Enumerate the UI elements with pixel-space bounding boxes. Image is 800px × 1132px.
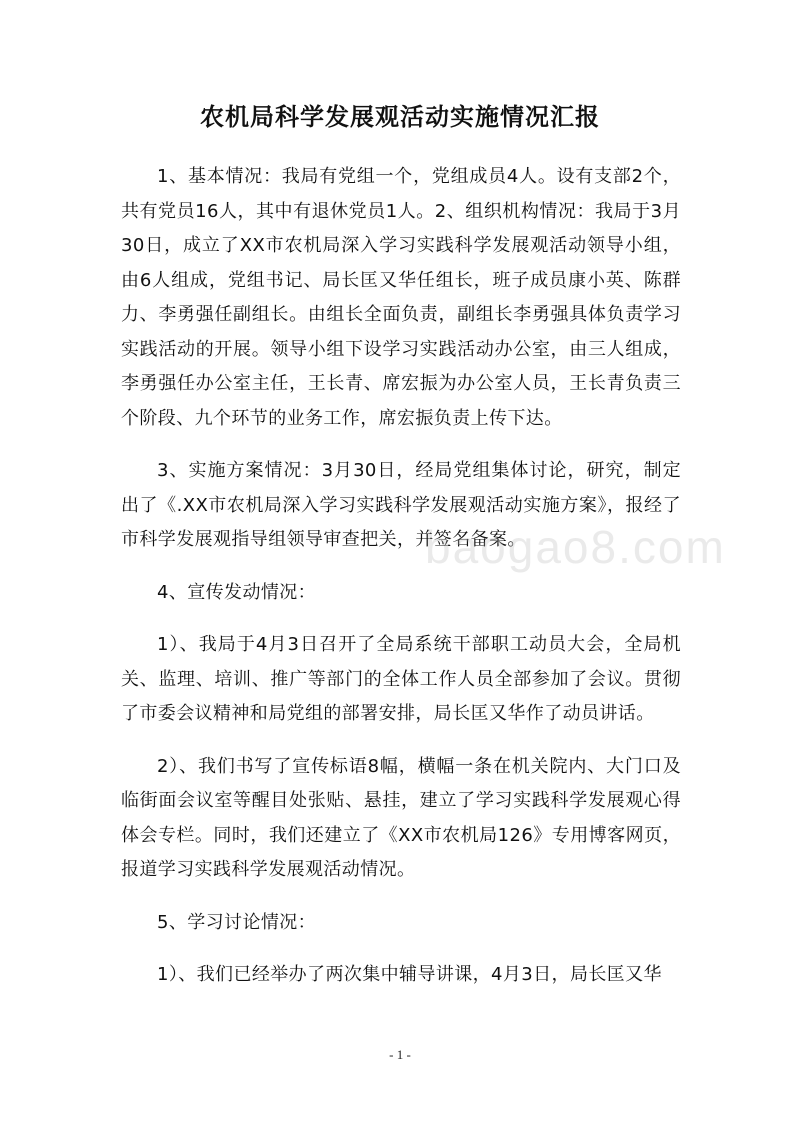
document-title: 农机局科学发展观活动实施情况汇报 — [200, 103, 600, 131]
paragraph-mobilization-meeting: 1）、我局于4月3日召开了全局系统干部职工动员大会，全局机关、监理、培训、推广等部门的全体工作人员全部参加了会议。贯彻了市委会议精神和局党组的部署安排，局长匡又华作了动员讲话。 — [121, 634, 681, 724]
page-number: - 1 - — [389, 1047, 411, 1062]
paragraph-lectures: 1）、我们已经举办了两次集中辅导讲课，4月3日，局长匡又华 — [157, 964, 662, 985]
paragraph-publicity-heading: 4、宣传发动情况： — [157, 581, 317, 603]
paragraph-implementation-plan: 3、实施方案情况：3月30日，经局党组集体讨论，研究，制定出了《.XX市农机局深入学习实践科学发展观活动实施方案》，报经了市科学发展观指导组领导审查把关，并签名备案。 — [121, 460, 681, 550]
watermark: baogao8.com — [425, 521, 726, 573]
paragraph-study-heading: 5、学习讨论情况： — [157, 911, 317, 933]
paragraph-slogans-blog: 2）、我们书写了宣传标语8幅，横幅一条在机关院内、大门口及临街面会议室等醒目处张贴、悬挂，建立了学习实践科学发展观心得体会专栏。同时，我们还建立了《XX市农机局126》专用博客网页，报道学习实践科学发展观活动情况。 — [121, 755, 681, 880]
paragraph-basic-situation: 1、基本情况：我局有党组一个，党组成员4人。设有支部2个，共有党员16人，其中有退休党员1人。2、组织机构情况：我局于3月30日，成立了XX市农机局深入学习实践科学发展观活动领导小组，由6人组成，党组书记、局长匡又华任组长，班子成员康小英、陈群力、李勇强任副组长。由组长全面负责，副组长李勇强具体负责学习实践活动的开展。领导小组下设学习实践活动办公室，由三人组成，李勇强任办公室主任，王长青、席宏振为办公室人员，王长青负责三个阶段、九个环节的业务工作，席宏振负责上传下达。 — [121, 166, 681, 429]
document-body — [121, 160, 681, 1011]
